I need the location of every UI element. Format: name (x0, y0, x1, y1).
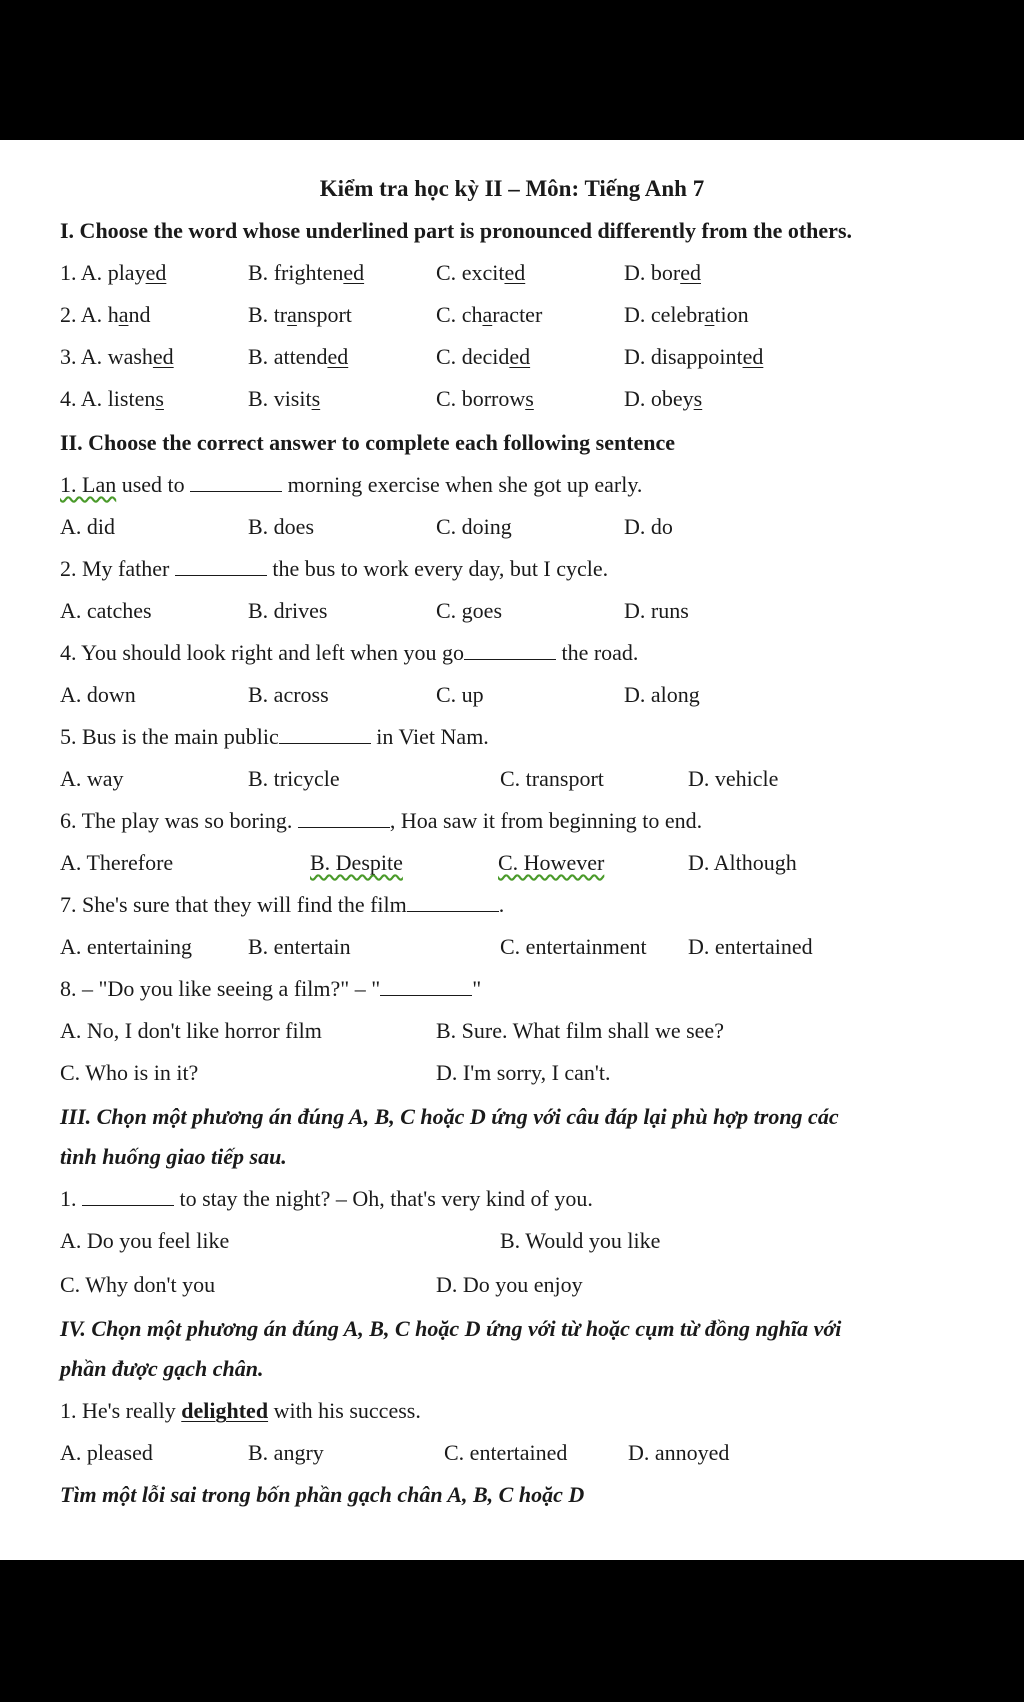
section-5-heading: Tìm một lỗi sai trong bốn phần gạch chân A, B, C hoặc D (60, 1482, 585, 1507)
s2-q4-stem: 4. You should look right and left when you go the road. (60, 640, 639, 665)
s2-q7-c: C. entertainment (500, 934, 647, 959)
s4-q1-d: D. annoyed (628, 1440, 730, 1465)
s4-q1-stem: 1. He's really delighted with his success. (60, 1398, 421, 1423)
s1-q2-c: C. character (436, 302, 543, 327)
s2-q2-c: C. goes (436, 598, 502, 623)
s1-q4-a: 4. A. listens (60, 386, 164, 411)
s1-q1-b: B. frightened (248, 260, 365, 285)
s2-q1-d: D. do (624, 514, 673, 539)
answer-blank (279, 725, 371, 744)
s2-q8-b: B. Sure. What film shall we see? (436, 1018, 724, 1043)
s2-q4-d: D. along (624, 682, 700, 707)
s1-q2-d: D. celebration (624, 302, 749, 327)
s2-q1-c: C. doing (436, 514, 512, 539)
s1-q2-a: 2. A. hand (60, 302, 151, 327)
section-3-heading: III. Chọn một phương án đúng A, B, C hoặc D ứng với câu đáp lại phù hợp trong các (60, 1104, 839, 1129)
s2-q5-a: A. way (60, 766, 124, 791)
s3-q1-stem: 1. to stay the night? – Oh, that's very kind of you. (60, 1186, 593, 1211)
s4-q1-c: C. entertained (444, 1440, 568, 1465)
s2-q4-c: C. up (436, 682, 484, 707)
s2-q6-stem: 6. The play was so boring. , Hoa saw it from beginning to end. (60, 808, 703, 833)
answer-blank (407, 893, 499, 912)
s2-q6-c: C. However (498, 850, 605, 875)
s1-q3-b: B. attended (248, 344, 349, 369)
s2-q2-a: A. catches (60, 598, 152, 623)
section-3-heading-cont: tình huống giao tiếp sau. (60, 1144, 287, 1169)
s2-q2-b: B. drives (248, 598, 328, 623)
s1-q4-b: B. visits (248, 386, 321, 411)
s2-q5-d: D. vehicle (688, 766, 779, 791)
s2-q8-d: D. I'm sorry, I can't. (436, 1060, 611, 1085)
s2-q8-a: A. No, I don't like horror film (60, 1018, 322, 1043)
answer-blank (298, 809, 390, 828)
answer-blank (464, 641, 556, 660)
s1-q1-d: D. bored (624, 260, 701, 285)
s2-q2-d: D. runs (624, 598, 689, 623)
exam-page (0, 140, 1024, 1560)
s2-q8-c: C. Who is in it? (60, 1060, 199, 1085)
s4-q1-a: A. pleased (60, 1440, 153, 1465)
s2-q1-stem: 1. Lan used to morning exercise when she got up early. (60, 472, 643, 497)
s1-q4-d: D. obeys (624, 386, 703, 411)
section-1-heading: I. Choose the word whose underlined part is pronounced differently from the others. (60, 218, 853, 243)
s1-q1-a: 1. A. played (60, 260, 167, 285)
s2-q8-stem: 8. – "Do you like seeing a film?" – " " (60, 976, 482, 1001)
s2-q4-b: B. across (248, 682, 329, 707)
s2-q5-c: C. transport (500, 766, 604, 791)
s1-q3-d: D. disappointed (624, 344, 764, 369)
s2-q7-b: B. entertain (248, 934, 351, 959)
s1-q1-c: C. excited (436, 260, 526, 285)
s2-q1-b: B. does (248, 514, 314, 539)
section-4-heading: IV. Chọn một phương án đúng A, B, C hoặc D ứng với từ hoặc cụm từ đồng nghĩa với (60, 1316, 842, 1341)
s1-q3-c: C. decided (436, 344, 531, 369)
section-4-heading-cont: phần được gạch chân. (60, 1356, 264, 1381)
s2-q4-a: A. down (60, 682, 136, 707)
answer-blank (82, 1187, 174, 1206)
s2-q7-a: A. entertaining (60, 934, 192, 959)
s3-q1-a: A. Do you feel like (60, 1228, 230, 1253)
answer-blank (380, 977, 472, 996)
s2-q6-b: B. Despite (310, 850, 403, 875)
s2-q1-a: A. did (60, 514, 115, 539)
section-2-heading: II. Choose the correct answer to complete each following sentence (60, 430, 676, 455)
s2-q5-b: B. tricycle (248, 766, 340, 791)
answer-blank (190, 473, 282, 492)
s2-q7-stem: 7. She's sure that they will find the film . (60, 892, 505, 917)
s3-q1-c: C. Why don't you (60, 1272, 216, 1297)
s3-q1-b: B. Would you like (500, 1228, 661, 1253)
page-title: Kiểm tra học kỳ II – Môn: Tiếng Anh 7 (319, 176, 705, 201)
answer-blank (175, 557, 267, 576)
s2-q2-stem: 2. My father the bus to work every day, but I cycle. (60, 556, 609, 581)
s3-q1-d: D. Do you enjoy (436, 1272, 583, 1297)
s2-q6-a: A. Therefore (60, 850, 174, 875)
s2-q7-d: D. entertained (688, 934, 813, 959)
s1-q2-b: B. transport (248, 302, 352, 327)
s4-q1-b: B. angry (248, 1440, 324, 1465)
s1-q3-a: 3. A. washed (60, 344, 174, 369)
s1-q4-c: C. borrows (436, 386, 534, 411)
s2-q5-stem: 5. Bus is the main public in Viet Nam. (60, 724, 489, 749)
s2-q6-d: D. Although (688, 850, 797, 875)
